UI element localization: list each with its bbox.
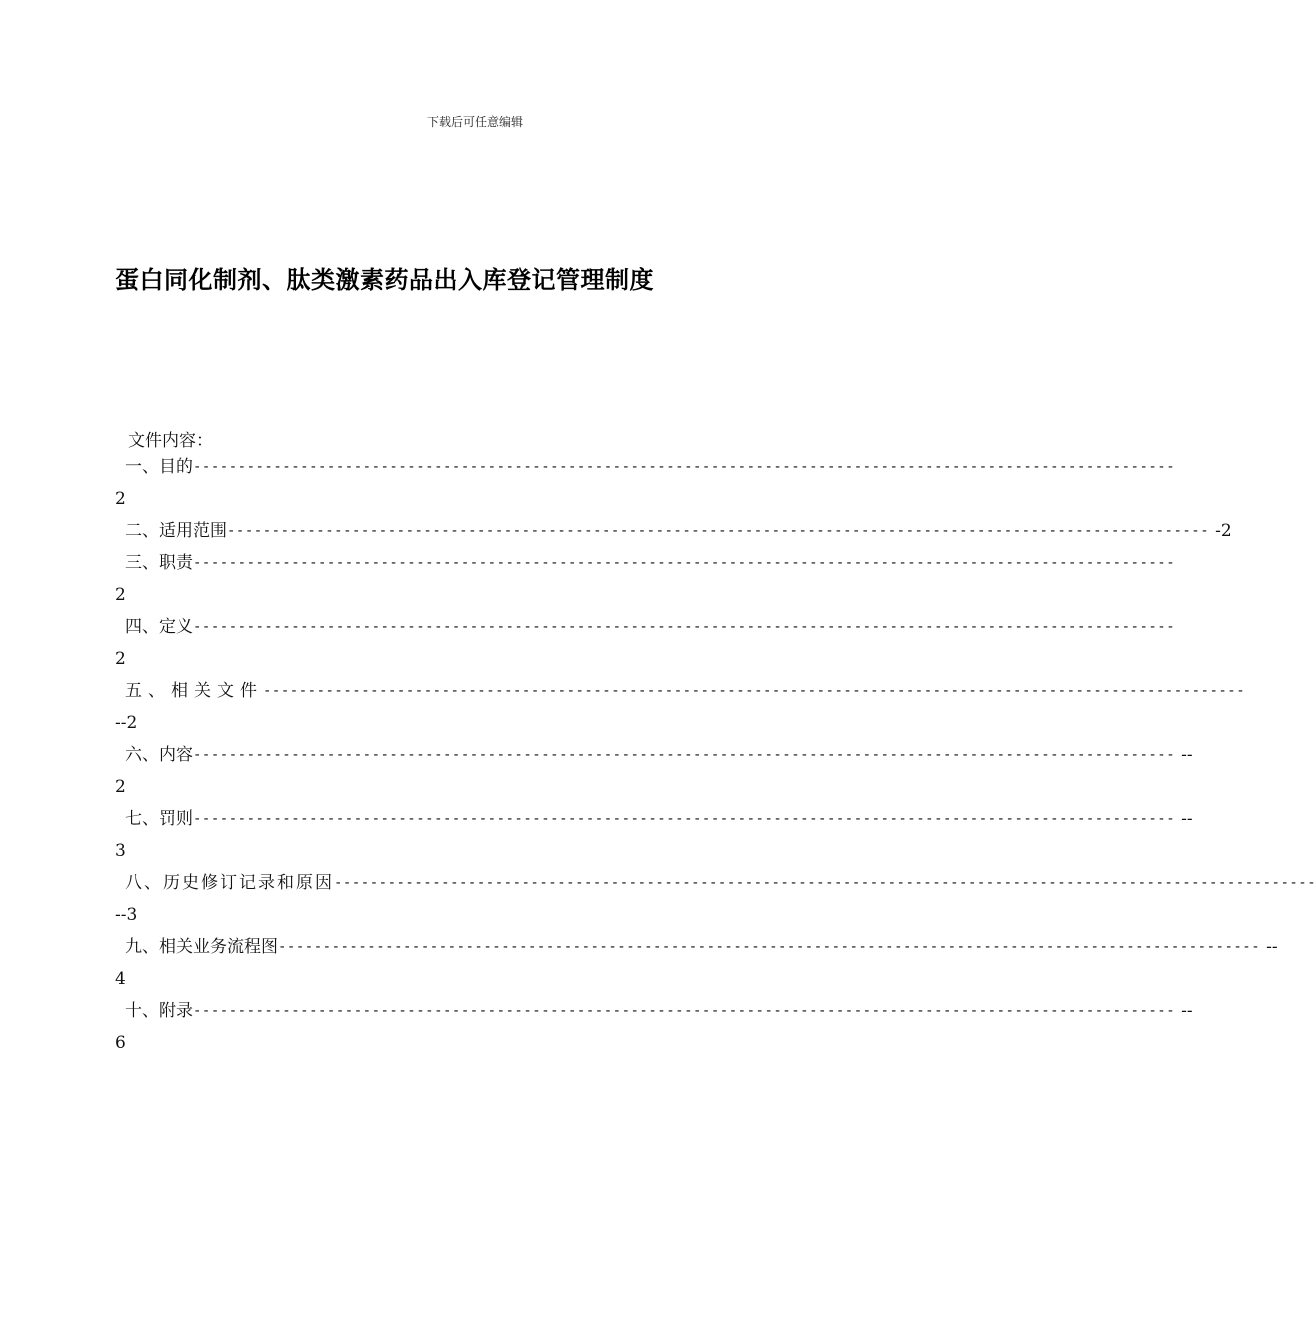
toc-entry-page: -- xyxy=(1266,937,1278,957)
toc-entry-page: -- xyxy=(1181,1001,1193,1021)
toc-leader: -------------------------------------------------------------------------------------------------------------- xyxy=(193,555,1176,571)
toc-entry-label: 八、历史修订记录和原因 xyxy=(125,873,334,893)
toc-leader: -------------------------------------------------------------------------------------------------------------- xyxy=(334,875,1316,891)
toc-entry-label: 九、相关业务流程图 xyxy=(125,937,278,957)
toc-leader: -------------------------------------------------------------------------------------------------------------- xyxy=(193,1003,1176,1019)
toc-entry-penalties xyxy=(125,809,1193,829)
toc-leader: -------------------------------------------------------------------------------------------------------------- xyxy=(193,459,1176,475)
toc-entry-purpose xyxy=(125,457,1176,477)
toc-entry-flowchart xyxy=(125,937,1278,957)
toc-entry-page-wrap: 2 xyxy=(115,489,126,509)
toc-entry-page-wrap: --3 xyxy=(115,905,138,925)
toc-leader: -------------------------------------------------------------------------------------------------------------- xyxy=(278,939,1261,955)
toc-entry-page: -2 xyxy=(1215,521,1232,541)
toc-entry-label: 十、附录 xyxy=(125,1001,193,1021)
toc-label: 文件内容： xyxy=(128,431,213,451)
toc-entry-label: 二、适用范围 xyxy=(125,521,227,541)
toc-leader: -------------------------------------------------------------------------------------------------------------- xyxy=(193,619,1176,635)
toc-entry-related-docs xyxy=(125,681,1246,701)
toc-leader: -------------------------------------------------------------------------------------------------------------- xyxy=(263,683,1246,699)
toc-entry-page-wrap: 3 xyxy=(115,841,126,861)
toc-entry-label: 七、罚则 xyxy=(125,809,193,829)
document-title: 蛋白同化制剂、肽类激素药品出入库登记管理制度 xyxy=(115,266,654,294)
toc-entry-responsibility xyxy=(125,553,1176,573)
toc-entry-page-wrap: --2 xyxy=(115,713,138,733)
toc-entry-content xyxy=(125,745,1193,765)
toc-entry-label: 五、相关文件 xyxy=(125,681,263,701)
toc-entry-label: 三、职责 xyxy=(125,553,193,573)
toc-entry-definition xyxy=(125,617,1176,637)
toc-entry-page-wrap: 2 xyxy=(115,585,126,605)
toc-entry-revision-history xyxy=(125,873,1316,893)
toc-leader: -------------------------------------------------------------------------------------------------------------- xyxy=(193,747,1176,763)
toc-entry-page-wrap: 4 xyxy=(115,969,126,989)
toc-leader: -------------------------------------------------------------------------------------------------------------- xyxy=(193,811,1176,827)
toc-entry-appendix xyxy=(125,1001,1193,1021)
toc-entry-label: 一、目的 xyxy=(125,457,193,477)
header-note: 下载后可任意编辑 xyxy=(426,115,523,129)
toc-entry-label: 六、内容 xyxy=(125,745,193,765)
toc-entry-page: -- xyxy=(1181,745,1193,765)
toc-leader: -------------------------------------------------------------------------------------------------------------- xyxy=(227,523,1210,539)
toc-entry-page-wrap: 2 xyxy=(115,777,126,797)
toc-entry-label: 四、定义 xyxy=(125,617,193,637)
toc-entry-page-wrap: 6 xyxy=(115,1033,126,1053)
toc-entry-page-wrap: 2 xyxy=(115,649,126,669)
toc-entry-page: -- xyxy=(1181,809,1193,829)
toc-entry-scope xyxy=(125,521,1232,541)
